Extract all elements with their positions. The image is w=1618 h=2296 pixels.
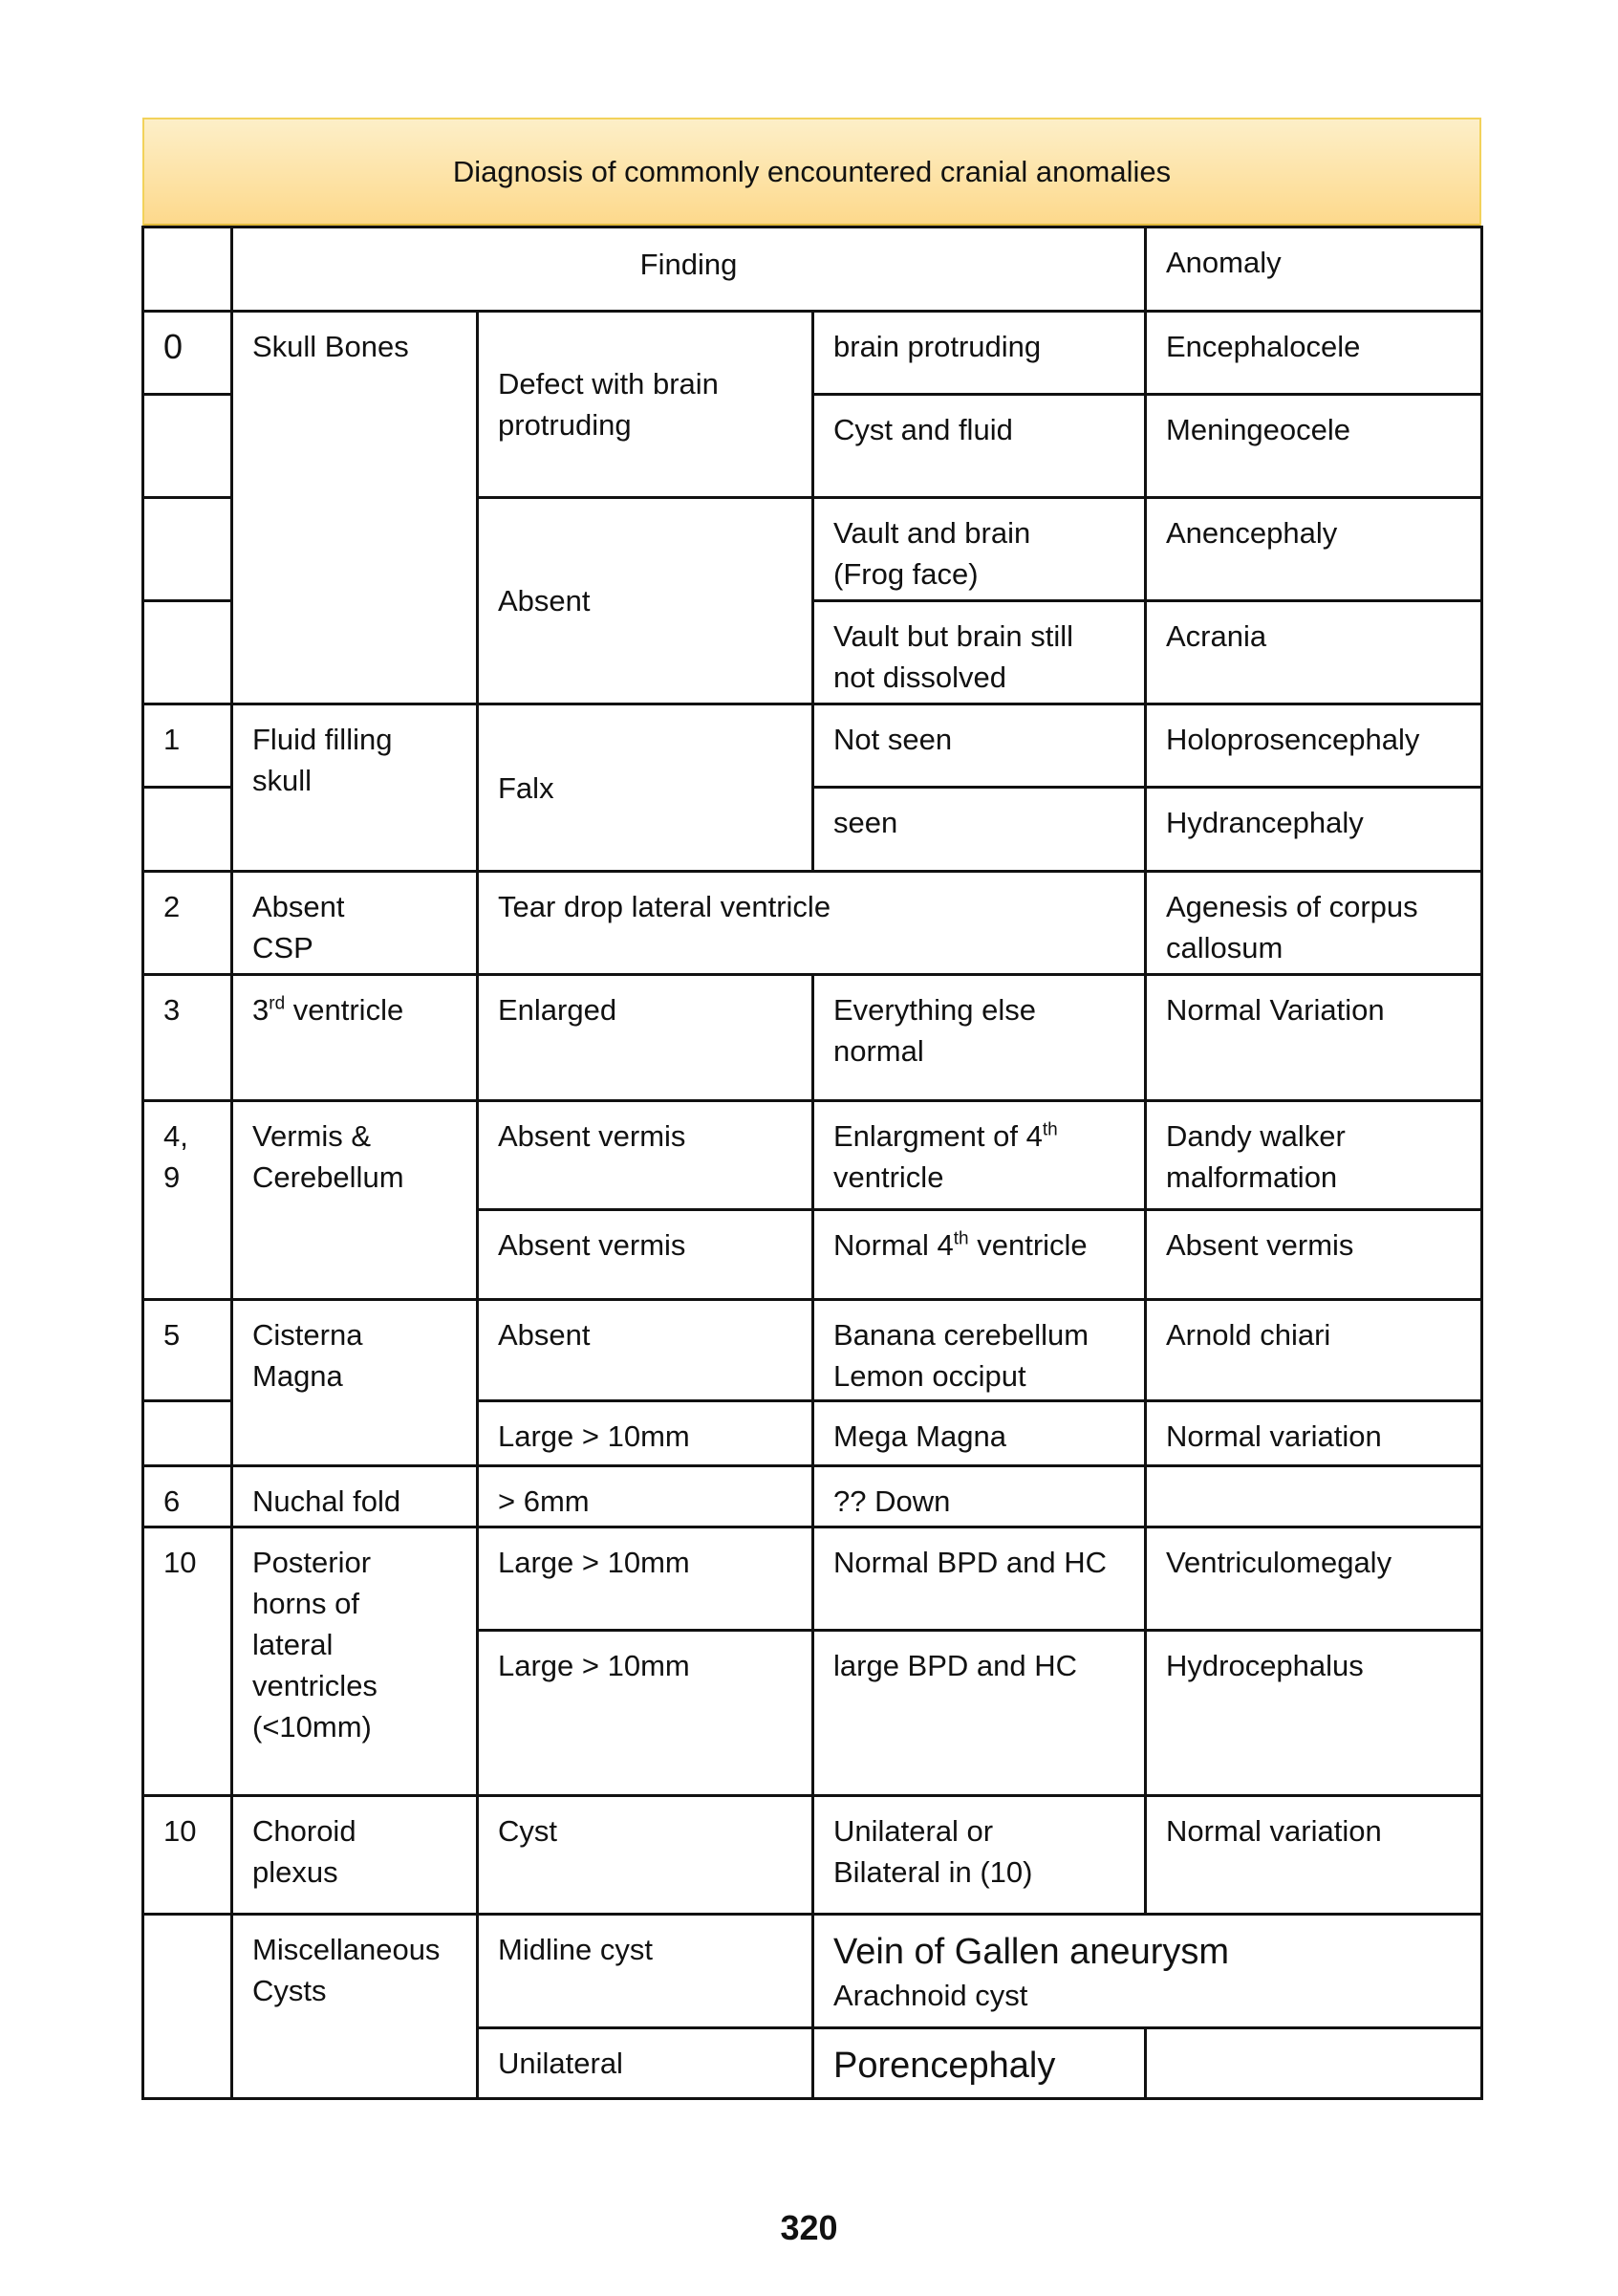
cell-vault_not bbox=[811, 599, 1147, 705]
cell-line: brain protruding bbox=[833, 330, 1042, 363]
cell-n1 bbox=[141, 703, 233, 789]
cell-acrania bbox=[1144, 599, 1483, 705]
cell-vein bbox=[811, 1913, 1483, 2029]
cell-headers-anomaly bbox=[1144, 226, 1483, 313]
cell-hydran bbox=[1144, 786, 1483, 873]
cell-enlarged bbox=[476, 973, 814, 1102]
cell-n3 bbox=[141, 973, 233, 1102]
cell-fluid bbox=[230, 703, 479, 873]
cell-line: Vein of Gallen aneurysm bbox=[833, 1932, 1230, 1972]
cell-midline bbox=[476, 1913, 814, 2029]
cell-line: Magna bbox=[252, 1359, 343, 1393]
cell-line: Normal variation bbox=[1166, 1419, 1382, 1453]
cell-line: Tear drop lateral ventricle bbox=[498, 890, 831, 923]
text: 3 bbox=[252, 993, 270, 1027]
cell-n6 bbox=[141, 1464, 233, 1528]
cell-line bbox=[833, 1224, 1125, 1266]
text: Enlargment of 4 bbox=[833, 1119, 1043, 1153]
cell-normal4 bbox=[811, 1208, 1147, 1301]
cell-line: Vault and brain bbox=[833, 516, 1031, 550]
cell-line: ventricles bbox=[252, 1669, 378, 1702]
cell-line: Meningeocele bbox=[1166, 413, 1351, 446]
cell-line: 9 bbox=[163, 1160, 181, 1194]
cell-arnold bbox=[1144, 1298, 1483, 1402]
text: ventricle bbox=[968, 1228, 1088, 1262]
cell-line: Absent bbox=[498, 1318, 591, 1352]
cell-line: skull bbox=[252, 764, 313, 797]
cell-line: seen bbox=[833, 806, 898, 839]
cell-line: Absent vermis bbox=[498, 1119, 686, 1153]
cell-line: 0 bbox=[163, 327, 183, 366]
cell-line: Cyst and fluid bbox=[833, 413, 1013, 446]
cell-line: Everything else bbox=[833, 993, 1036, 1027]
cell-line: Banana cerebellum bbox=[833, 1318, 1089, 1352]
cell-line: ventricle bbox=[833, 1160, 944, 1194]
cell-line: Fluid filling bbox=[252, 723, 393, 756]
cell-line: Cerebellum bbox=[252, 1160, 404, 1194]
text: ventricle bbox=[285, 993, 404, 1027]
cell-mega bbox=[811, 1399, 1147, 1467]
cell-line: Hydrancephaly bbox=[1166, 806, 1364, 839]
cell-vermis bbox=[230, 1099, 479, 1301]
text: Normal 4 bbox=[833, 1228, 954, 1262]
cell-line: Normal Variation bbox=[1166, 993, 1385, 1027]
cell-line: Not seen bbox=[833, 723, 953, 756]
cell-ventriculo bbox=[1144, 1526, 1483, 1632]
cell-line: Unilateral or bbox=[833, 1814, 994, 1848]
empty-cell bbox=[141, 226, 233, 313]
cell-line: Holoprosencephaly bbox=[1166, 723, 1420, 756]
cell-porenceph bbox=[811, 2026, 1147, 2100]
cell-line: Cyst bbox=[498, 1814, 557, 1848]
cell-line: Ventriculomegaly bbox=[1166, 1546, 1392, 1579]
cell-line: 10 bbox=[163, 1814, 197, 1848]
cell-unibil bbox=[811, 1794, 1147, 1916]
cell-agenesis bbox=[1144, 870, 1483, 976]
cell-absent1 bbox=[476, 496, 814, 705]
cell-line: Absent vermis bbox=[498, 1228, 686, 1262]
cell-line: ?? Down bbox=[833, 1484, 951, 1518]
cell-line: Large > 10mm bbox=[498, 1419, 690, 1453]
cell-line: Absent vermis bbox=[1166, 1228, 1354, 1262]
cell-misc bbox=[230, 1913, 479, 2100]
cell-posterior bbox=[230, 1526, 479, 1797]
cell-falx bbox=[476, 703, 814, 873]
cell-line: Skull Bones bbox=[252, 330, 409, 363]
cell-absvermis2 bbox=[476, 1208, 814, 1301]
cell-line: 6 bbox=[163, 1484, 181, 1518]
empty-cell bbox=[141, 786, 233, 873]
empty-cell bbox=[141, 393, 233, 499]
cell-n2 bbox=[141, 870, 233, 976]
cell-dandy bbox=[1144, 1099, 1483, 1211]
empty-cell bbox=[1144, 1464, 1483, 1528]
cell-brainprot bbox=[811, 310, 1147, 396]
empty-cell bbox=[141, 1913, 233, 2100]
cell-normvar3 bbox=[1144, 1794, 1483, 1916]
cell-teardrop bbox=[476, 870, 1147, 976]
cell-line: malformation bbox=[1166, 1160, 1338, 1194]
cell-vault_brain bbox=[811, 496, 1147, 602]
cell-line: Unilateral bbox=[498, 2047, 623, 2080]
cell-line: Arachnoid cyst bbox=[833, 1979, 1028, 2012]
superscript: th bbox=[1042, 1119, 1058, 1140]
cell-line: Falx bbox=[498, 770, 554, 805]
cell-large5 bbox=[476, 1399, 814, 1467]
cell-line bbox=[252, 989, 457, 1030]
cell-line: Agenesis of corpus bbox=[1166, 890, 1418, 923]
cell-line: 10 bbox=[163, 1546, 197, 1579]
cell-line: Cysts bbox=[252, 1974, 327, 2007]
cell-line: lateral bbox=[252, 1628, 334, 1661]
cell-line: 5 bbox=[163, 1318, 181, 1352]
cell-n0 bbox=[141, 310, 233, 396]
cell-enceph bbox=[1144, 310, 1483, 396]
cell-everything bbox=[811, 973, 1147, 1102]
cell-line: Defect with brain bbox=[498, 367, 719, 401]
cell-line: Absent bbox=[252, 890, 345, 923]
cell-line: CSP bbox=[252, 931, 313, 964]
cell-skull bbox=[230, 310, 479, 705]
cell-line: Encephalocele bbox=[1166, 330, 1361, 363]
cell-line: Large > 10mm bbox=[498, 1546, 690, 1579]
cell-third bbox=[230, 973, 479, 1102]
cell-large10b bbox=[476, 1629, 814, 1797]
cell-mening bbox=[1144, 393, 1483, 499]
cell-line: (Frog face) bbox=[833, 557, 979, 591]
cell-line: Porencephaly bbox=[833, 2046, 1056, 2086]
cell-line: Cisterna bbox=[252, 1318, 363, 1352]
cell-absvermis3 bbox=[1144, 1208, 1483, 1301]
cell-hydroceph bbox=[1144, 1629, 1483, 1797]
table-title: Diagnosis of commonly encountered cranial anomalies bbox=[142, 118, 1481, 227]
cell-line: Vault but brain still bbox=[833, 619, 1073, 653]
cell-seen bbox=[811, 786, 1147, 873]
cell-n10a bbox=[141, 1526, 233, 1797]
cell-line bbox=[833, 1116, 1125, 1157]
cell-csp bbox=[230, 870, 479, 976]
header-label: Finding bbox=[639, 248, 738, 281]
cell-line: plexus bbox=[252, 1855, 338, 1889]
empty-cell bbox=[141, 599, 233, 705]
cell-line: Large > 10mm bbox=[498, 1649, 690, 1682]
cell-absent5 bbox=[476, 1298, 814, 1402]
cell-line: Arnold chiari bbox=[1166, 1318, 1331, 1352]
cell-headers-finding bbox=[230, 226, 1147, 313]
cell-line: horns of bbox=[252, 1587, 360, 1620]
cell-line: 4, bbox=[163, 1119, 188, 1153]
cell-choroid bbox=[230, 1794, 479, 1916]
cell-line: Enlarged bbox=[498, 993, 617, 1027]
cell-line: Midline cyst bbox=[498, 1933, 653, 1966]
cell-banana bbox=[811, 1298, 1147, 1402]
cell-holo bbox=[1144, 703, 1483, 789]
cell-normvar1 bbox=[1144, 973, 1483, 1102]
cell-normbpd bbox=[811, 1526, 1147, 1632]
superscript: th bbox=[953, 1228, 969, 1249]
cell-line: Acrania bbox=[1166, 619, 1267, 653]
cell-nuchal bbox=[230, 1464, 479, 1528]
cell-line: 3 bbox=[163, 993, 181, 1027]
cell-enlarg4 bbox=[811, 1099, 1147, 1211]
cell-line: Posterior bbox=[252, 1546, 372, 1579]
cell-line: callosum bbox=[1166, 931, 1284, 964]
cell-cyst_fluid bbox=[811, 393, 1147, 499]
cell-line: Hydrocephalus bbox=[1166, 1649, 1364, 1682]
cell-line: Miscellaneous bbox=[252, 1933, 441, 1966]
cell-gt6 bbox=[476, 1464, 814, 1528]
cell-line: Vermis & bbox=[252, 1119, 372, 1153]
empty-cell bbox=[141, 496, 233, 602]
cell-line: protruding bbox=[498, 408, 632, 442]
cell-unilateral bbox=[476, 2026, 814, 2100]
cell-large10a bbox=[476, 1526, 814, 1632]
cell-line: large BPD and HC bbox=[833, 1649, 1078, 1682]
cell-line: (<10mm) bbox=[252, 1710, 372, 1744]
cell-line: 1 bbox=[163, 723, 181, 756]
cell-n5 bbox=[141, 1298, 233, 1402]
cell-line: > 6mm bbox=[498, 1484, 590, 1518]
cell-line: 2 bbox=[163, 890, 181, 923]
cell-line: Anencephaly bbox=[1166, 516, 1338, 550]
cell-line: Normal BPD and HC bbox=[833, 1546, 1107, 1579]
header-label: Anomaly bbox=[1166, 246, 1282, 279]
cell-line: Dandy walker bbox=[1166, 1119, 1346, 1153]
cell-cisterna bbox=[230, 1298, 479, 1467]
cell-line: Mega Magna bbox=[833, 1419, 1006, 1453]
cell-notseen bbox=[811, 703, 1147, 789]
cell-absvermis1 bbox=[476, 1099, 814, 1211]
cell-line: Nuchal fold bbox=[252, 1484, 401, 1518]
cell-largebpd bbox=[811, 1629, 1147, 1797]
cell-line: Bilateral in (10) bbox=[833, 1855, 1033, 1889]
cell-down bbox=[811, 1464, 1147, 1528]
cell-line: Lemon occiput bbox=[833, 1359, 1026, 1393]
empty-cell bbox=[1144, 2026, 1483, 2100]
superscript: rd bbox=[269, 993, 286, 1014]
empty-cell bbox=[141, 1399, 233, 1467]
page-number: 320 bbox=[780, 2208, 838, 2247]
cell-line: Choroid bbox=[252, 1814, 356, 1848]
cell-anenceph bbox=[1144, 496, 1483, 602]
cell-n49 bbox=[141, 1099, 233, 1301]
cell-line: Normal variation bbox=[1166, 1814, 1382, 1848]
cell-line: normal bbox=[833, 1034, 924, 1068]
cell-normvar2 bbox=[1144, 1399, 1483, 1467]
cell-defect bbox=[476, 310, 814, 499]
cell-line: Absent bbox=[498, 584, 591, 617]
cell-cyst bbox=[476, 1794, 814, 1916]
cell-n10b bbox=[141, 1794, 233, 1916]
cell-line: not dissolved bbox=[833, 661, 1006, 694]
